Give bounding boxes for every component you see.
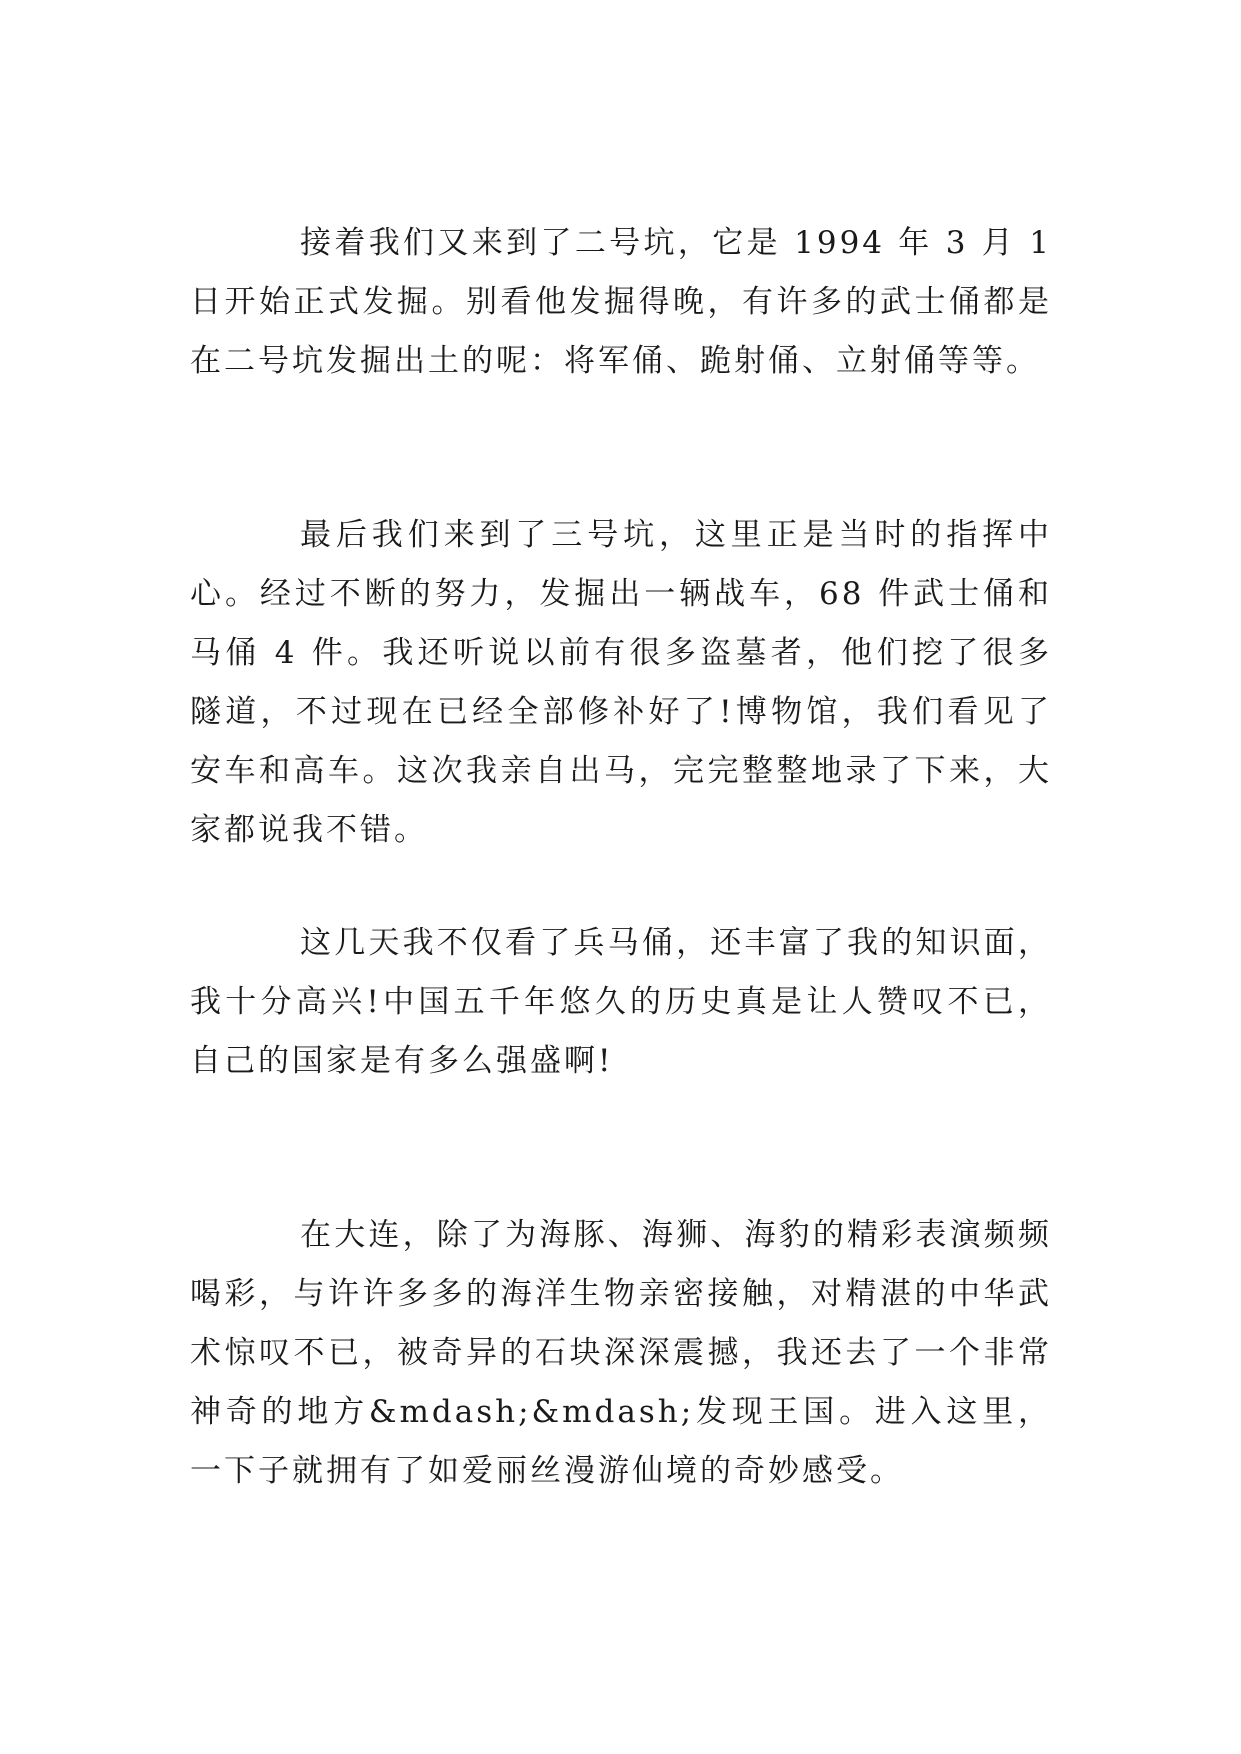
paragraph-reflection: 这几天我不仅看了兵马俑，还丰富了我的知识面，我十分高兴!中国五千年悠久的历史真是让人赞叹不已，自己的国家是有多么强盛啊! (190, 925, 1052, 1079)
paragraph-pit-three: 最后我们来到了三号坑，这里正是当时的指挥中心。经过不断的努力，发掘出一辆战车，68 件武士俑和马俑 4 件。我还听说以前有很多盗墓者，他们挖了很多隧道，不过现在已经全部修补好了!博物馆，我们看见了安车和高车。这次我亲自出马，完完整整地录了下来，大家都说我不错。 (190, 517, 1052, 848)
paragraph-pit-two: 接着我们又来到了二号坑，它是 1994 年 3 月 1 日开始正式发掘。别看他发掘得晚，有许多的武士俑都是在二号坑发掘出土的呢：将军俑、跪射俑、立射俑等等。 (190, 225, 1052, 379)
paragraph-dalian: 在大连，除了为海豚、海狮、海豹的精彩表演频频喝彩，与许许多多的海洋生物亲密接触，对精湛的中华武术惊叹不已，被奇异的石块深深震撼，我还去了一个非常神奇的地方&mdash;&mdash;发现王国。进入这里，一下子就拥有了如爱丽丝漫游仙境的奇妙感受。 (190, 1217, 1052, 1489)
